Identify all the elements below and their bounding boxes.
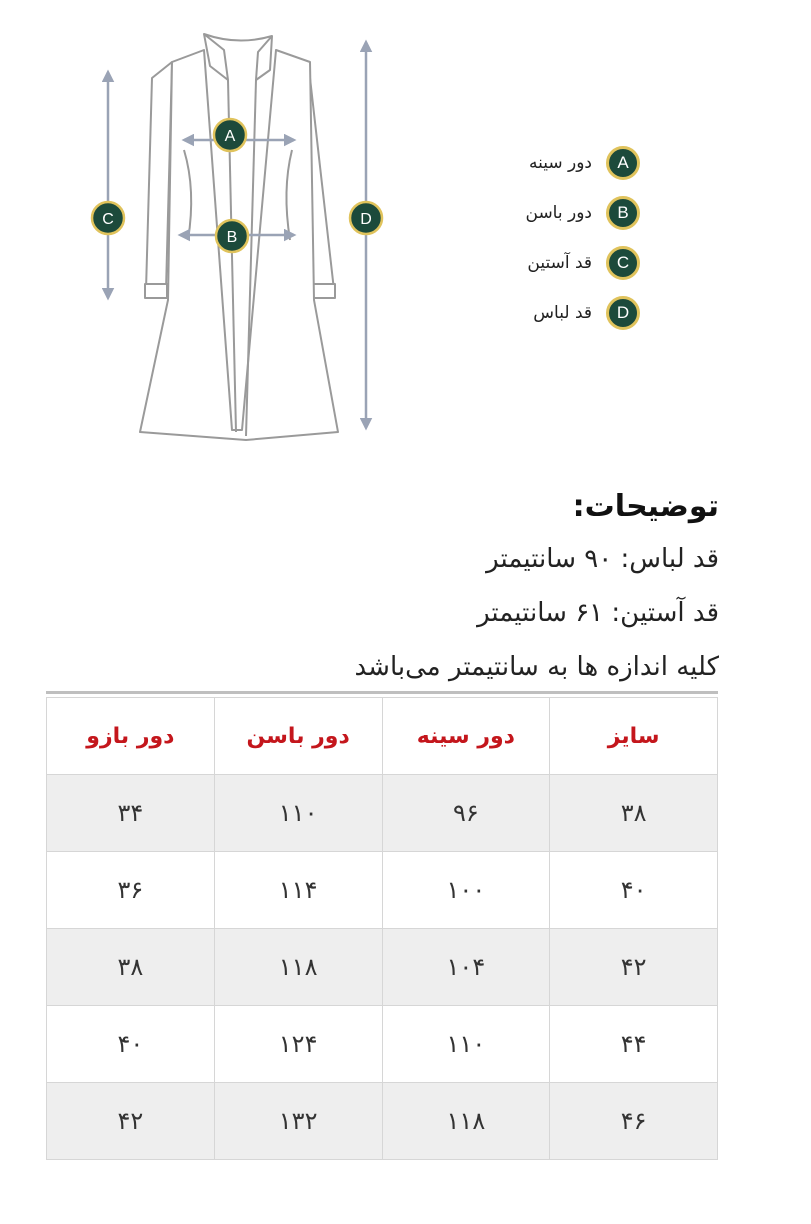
legend-item-hip bbox=[470, 188, 640, 238]
header-arm: دور بازو bbox=[47, 698, 215, 775]
marker-c-label: C bbox=[102, 211, 114, 228]
legend-badge: B bbox=[606, 196, 640, 230]
marker-c bbox=[92, 202, 124, 234]
description-block bbox=[355, 482, 719, 694]
table-header-row bbox=[47, 698, 718, 775]
legend-item-sleeve bbox=[470, 238, 640, 288]
legend-item-length bbox=[470, 288, 640, 338]
size-table bbox=[46, 697, 718, 1160]
cell-arm: ۳۴ bbox=[47, 775, 215, 852]
cell-hip: ۱۲۴ bbox=[214, 1006, 382, 1083]
table-top-rule bbox=[46, 691, 718, 694]
coat-measurement-diagram bbox=[0, 0, 811, 460]
marker-d bbox=[350, 202, 382, 234]
legend-label: قد آستین bbox=[527, 253, 592, 273]
legend-label: دور باسن bbox=[525, 203, 592, 223]
legend-badge: A bbox=[606, 146, 640, 180]
cell-size: ۳۸ bbox=[550, 775, 718, 852]
legend-item-bust bbox=[470, 138, 640, 188]
table-row bbox=[47, 929, 718, 1006]
cell-bust: ۱۰۴ bbox=[382, 929, 550, 1006]
table-row bbox=[47, 775, 718, 852]
header-hip: دور باسن bbox=[214, 698, 382, 775]
cell-hip: ۱۱۴ bbox=[214, 852, 382, 929]
cell-size: ۴۲ bbox=[550, 929, 718, 1006]
cell-size: ۴۴ bbox=[550, 1006, 718, 1083]
marker-a bbox=[214, 119, 246, 151]
description-sleeve-length: قد آستین: ۶۱ سانتیمتر bbox=[477, 598, 719, 628]
cell-arm: ۴۰ bbox=[47, 1006, 215, 1083]
marker-a-label: A bbox=[224, 128, 236, 145]
legend-label: قد لباس bbox=[533, 303, 592, 323]
marker-b-label: B bbox=[226, 229, 238, 246]
cell-size: ۴۶ bbox=[550, 1083, 718, 1160]
cell-arm: ۳۸ bbox=[47, 929, 215, 1006]
legend-badge: D bbox=[606, 296, 640, 330]
cell-hip: ۱۱۸ bbox=[214, 929, 382, 1006]
marker-d-label: D bbox=[360, 211, 372, 228]
description-heading: توضیحات: bbox=[572, 489, 719, 524]
cell-hip: ۱۳۲ bbox=[214, 1083, 382, 1160]
header-bust: دور سینه bbox=[382, 698, 550, 775]
cell-arm: ۳۶ bbox=[47, 852, 215, 929]
cell-bust: ۱۱۰ bbox=[382, 1006, 550, 1083]
table-row bbox=[47, 1006, 718, 1083]
cell-arm: ۴۲ bbox=[47, 1083, 215, 1160]
table-row bbox=[47, 852, 718, 929]
table-row bbox=[47, 1083, 718, 1160]
measurement-legend bbox=[470, 138, 640, 338]
description-units-note: کلیه اندازه ها به سانتیمتر می‌باشد bbox=[354, 652, 719, 682]
cell-bust: ۹۶ bbox=[382, 775, 550, 852]
cell-bust: ۱۰۰ bbox=[382, 852, 550, 929]
cell-bust: ۱۱۸ bbox=[382, 1083, 550, 1160]
legend-label: دور سینه bbox=[528, 153, 592, 173]
cell-size: ۴۰ bbox=[550, 852, 718, 929]
cell-hip: ۱۱۰ bbox=[214, 775, 382, 852]
header-size: سایز bbox=[550, 698, 718, 775]
marker-b bbox=[216, 220, 248, 252]
legend-badge: C bbox=[606, 246, 640, 280]
description-dress-length: قد لباس: ۹۰ سانتیمتر bbox=[486, 544, 719, 574]
